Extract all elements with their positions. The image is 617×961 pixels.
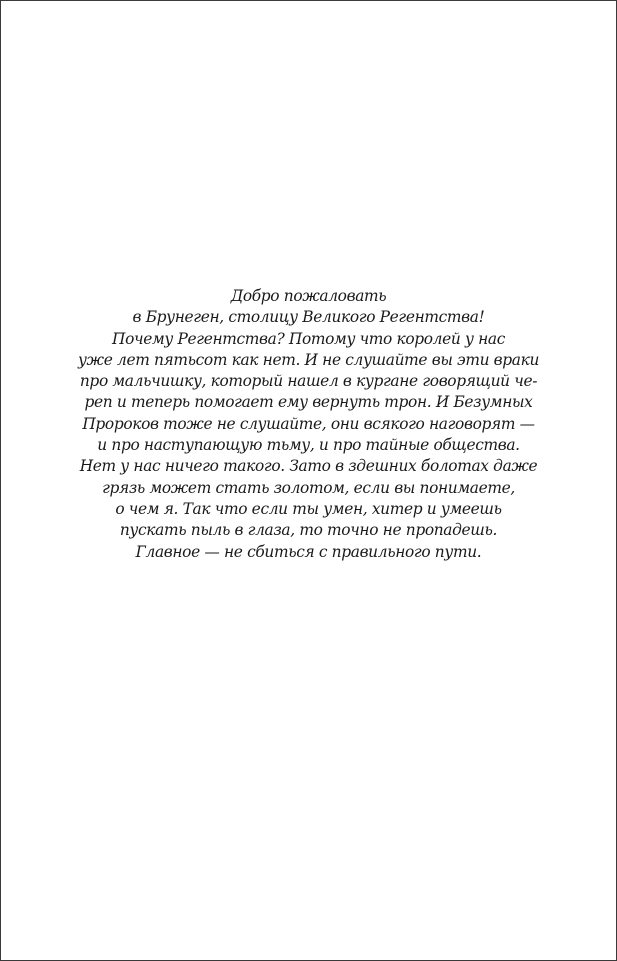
epigraph-line: Пророков тоже не слушайте, они всякого наговорят — [82, 414, 535, 433]
epigraph-line: Нет у нас ничего такого. Зато в здешних болотах даже [79, 457, 538, 476]
epigraph-line: реп и теперь помогает ему вернуть трон. И Безумных [84, 393, 533, 412]
epigraph-line: в Брунеген, столицу Великого Регентства! [132, 308, 485, 327]
epigraph-line: и про наступающую тьму, и про тайные общества. [97, 436, 520, 455]
epigraph-text [0, 286, 617, 563]
epigraph-line: Добро пожаловать [230, 287, 387, 305]
epigraph-line: Главное — не сбиться с правильного пути. [135, 542, 482, 561]
epigraph-line: уже лет пятьсот как нет. И не слушайте вы эти враки [77, 350, 540, 369]
epigraph-line: про мальчишку, который нашел в кургане говорящий че- [79, 372, 538, 391]
epigraph-line: Почему Регентства? Потому что королей у нас [112, 329, 505, 348]
epigraph-line: пускать пыль в глаза, то точно не пропадешь. [119, 521, 498, 540]
epigraph-line: о чем я. Так что если ты умен, хитер и умеешь [115, 499, 502, 518]
epigraph-line: грязь может стать золотом, если вы понимаете, [102, 478, 515, 497]
